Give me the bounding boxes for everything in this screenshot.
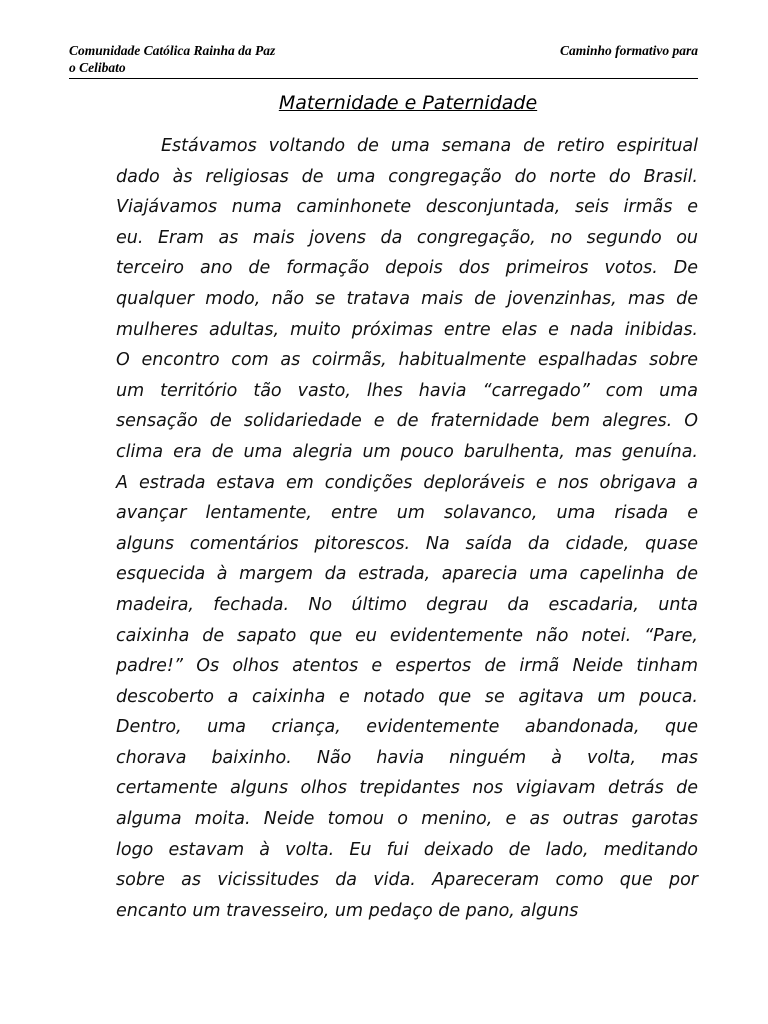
paragraph-line: avançar lentamente, entre um solavanco, uma risada e [116,503,698,524]
paragraph-line: logo estavam à volta. Eu fui deixado de lado, meditando [116,839,698,860]
paragraph-line: O encontro com as coirmãs, habitualmente espalhadas sobre [116,350,698,371]
paragraph-line: madeira, fechada. No último degrau da escadaria, unta [116,594,698,615]
paragraph-line: encanto um travesseiro, um pedaço de pano, alguns [116,900,579,921]
header-course-title: Caminho formativo para [559,43,698,58]
paragraph-line: terceiro ano de formação depois dos primeiros votos. De [116,258,698,279]
paragraph-line: certamente alguns olhos trepidantes nos vigiavam detrás de [116,778,698,799]
paragraph-line: sensação de solidariedade e de fraternidade bem alegres. O [116,411,698,432]
paragraph-line: chorava baixinho. Não havia ninguém à volta, mas [116,747,698,768]
paragraph-line: um território tão vasto, lhes havia “carregado” com uma [116,380,698,401]
header-divider [69,78,698,79]
paragraph-line: alguns comentários pitorescos. Na saída da cidade, quase [116,533,698,554]
body-paragraph [116,131,698,926]
paragraph-line: Viajávamos numa caminhonete desconjuntada, seis irmãs e [116,197,698,218]
paragraph-line: sobre as vicissitudes da vida. Apareceram como que por [116,870,698,891]
header-community-name: Comunidade Católica Rainha da Paz [69,43,276,58]
paragraph-line: Estávamos voltando de uma semana de retiro espiritual [161,136,698,156]
paragraph-line: dado às religiosas de uma congregação do norte do Brasil. [116,166,698,187]
document-title: Maternidade e Paternidade [278,92,538,114]
paragraph-line: A estrada estava em condições deploráveis e nos obrigava a [116,472,698,493]
paragraph-line: eu. Eram as mais jovens da congregação, no segundo ou [116,227,698,248]
paragraph-line: Dentro, uma criança, evidentemente abandonada, que [116,717,698,738]
paragraph-line: qualquer modo, não se tratava mais de jovenzinhas, mas de [116,288,698,309]
paragraph-line: clima era de uma alegria um pouco barulhenta, mas genuína. [116,441,698,462]
paragraph-line: alguma moita. Neide tomou o menino, e as outras garotas [116,809,698,830]
paragraph-line: esquecida à margem da estrada, aparecia uma capelinha de [116,564,698,585]
paragraph-line: descoberto a caixinha e notado que se agitava um pouca. [116,686,698,707]
paragraph-line: caixinha de sapato que eu evidentemente não notei. “Pare, [116,625,698,646]
header-course-title-continued: o Celibato [69,60,126,75]
paragraph-line: mulheres adultas, muito próximas entre elas e nada inibidas. [116,319,698,340]
paragraph-line: padre!” Os olhos atentos e espertos de irmã Neide tinham [116,656,698,677]
